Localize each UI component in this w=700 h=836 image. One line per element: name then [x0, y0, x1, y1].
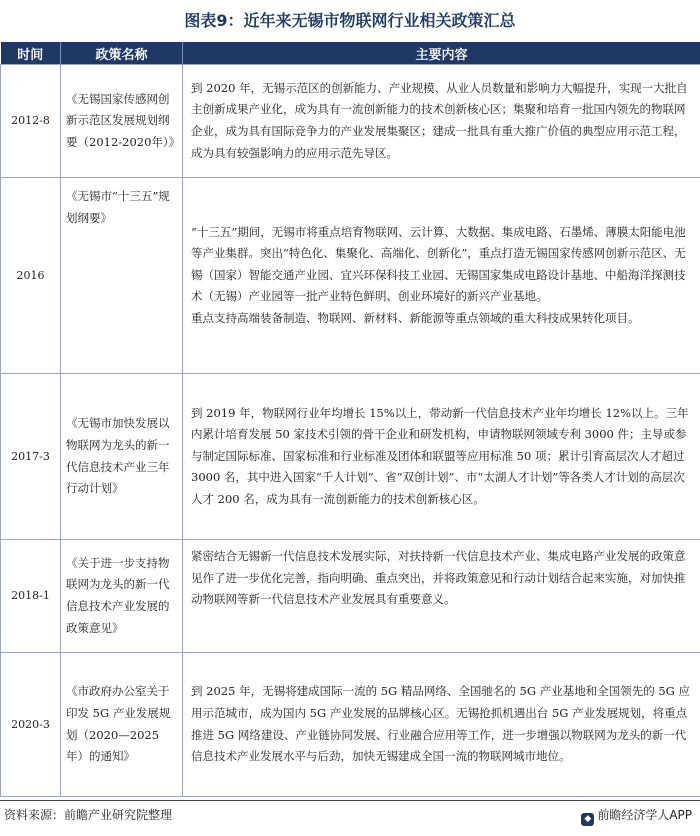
footer-divider	[0, 800, 700, 801]
row-content	[183, 540, 700, 653]
content-paragraph: 到 2019 年，物联网行业年均增长 15%以上，带动新一代信息技术产业年均增长 12%以上。三年内累计培育发展 50 家技术引领的骨干企业和研发机构，申请物联网领域专利 3000 件；主导或参与制定国际标准、国家标准和行业标准及团体和联盟等应用标准 50 项；累计引育高层次人才超过 3000 名，其中进入国家“千人计划”、省“双创计划”、市“太湖人才计划”等各类人才计划的高层次人才 200 名，成为具有一流创新能力的技术创新核心区。	[191, 405, 689, 506]
table-row	[1, 653, 700, 797]
content-paragraph: “十三五”期间，无锡市将重点培育物联网、云计算、大数据、集成电路、石墨烯、薄膜太阳能电池等产业集群。突出“特色化、集聚化、高端化、创新化”，重点打造无锡国家传感网创新示范区、无锡（国家）智能交通产业园、宜兴环保科技工业园、无锡国家集成电路设计基地、中船海洋探测技术（无锡）产业园等一批产业特色鲜明、创业环境好的新兴产业基地。	[191, 224, 686, 304]
row-content	[183, 178, 700, 374]
row-policy-name: 《关于进一步支持物联网为龙头的新一代信息技术产业发展的政策意见》	[61, 540, 183, 653]
row-policy-name: 《无锡国家传感网创新示范区发展规划纲要（2012-2020年）》	[61, 65, 183, 178]
content-paragraph: 到 2025 年，无锡将建成国际一流的 5G 精品网络、全国驰名的 5G 产业基地和全国领先的 5G 应用示范城市，成为国内 5G 产业发展的品牌核心区。无锡抢抓机遇出台 5G 产业发展规划，将重点推进 5G 网络建设、产业链协同发展、行业融合应用等工作，进一步增强以物联网为龙头的新一代信息技术产业发展水平与后劲，加快无锡建成全国一流的物联网城市地位。	[191, 684, 691, 764]
table-row	[1, 65, 700, 178]
row-time: 2018-1	[1, 540, 61, 653]
row-time: 2020-3	[1, 653, 61, 797]
table-row	[1, 540, 700, 653]
table-row	[1, 178, 700, 374]
header-time: 时间	[1, 42, 61, 65]
data-source: 资料来源：前瞻产业研究院整理	[4, 808, 173, 822]
row-content	[183, 65, 700, 178]
content-paragraph: 紧密结合无锡新一代信息技术发展实际，对扶持新一代信息技术产业、集成电路产业发展的政策意见作了进一步优化完善，指向明确、重点突出，并将政策意见和行动计划结合起来实施，对加快推动物联网等新一代信息技术产业发展具有重要意义。	[191, 549, 686, 607]
row-time: 2017-3	[1, 374, 61, 540]
policy-table	[0, 42, 700, 797]
row-policy-name: 《无锡市“十三五”规划纲要》	[61, 178, 183, 374]
header-main-content: 主要内容	[183, 42, 700, 65]
table-header-row	[1, 42, 700, 65]
qianzhan-logo-icon: ◆	[581, 813, 594, 826]
brand-name: 前瞻经济学人APP	[597, 808, 692, 822]
row-content	[183, 653, 700, 797]
row-policy-name: 《无锡市加快发展以物联网为龙头的新一代信息技术产业三年行动计划》	[61, 374, 183, 540]
table-row	[1, 374, 700, 540]
content-paragraph: 到 2020 年，无锡示范区的创新能力、产业规模、从业人员数量和影响力大幅提升，实现一大批自主创新成果产业化，成为具有一流创新能力的技术创新核心区；集聚和培育一批国内领先的物联网企业，成为具有国际竞争力的产业发展集聚区；建成一批具有重大推广价值的典型应用示范工程，成为具有较强影响力的应用示范先导区。	[191, 80, 688, 160]
brand-label	[581, 806, 692, 826]
header-policy-name: 政策名称	[61, 42, 183, 65]
content-paragraph: 重点支持高端装备制造、物联网、新材料、新能源等重点领域的重大科技成果转化项目。	[191, 310, 640, 325]
row-time: 2016	[1, 178, 61, 374]
row-time: 2012-8	[1, 65, 61, 178]
row-content	[183, 374, 700, 540]
chart-title: 图表9：近年来无锡市物联网行业相关政策汇总	[184, 11, 516, 30]
row-policy-name: 《市政府办公室关于印发 5G 产业发展规划（2020—2025 年）的通知》	[61, 653, 183, 797]
